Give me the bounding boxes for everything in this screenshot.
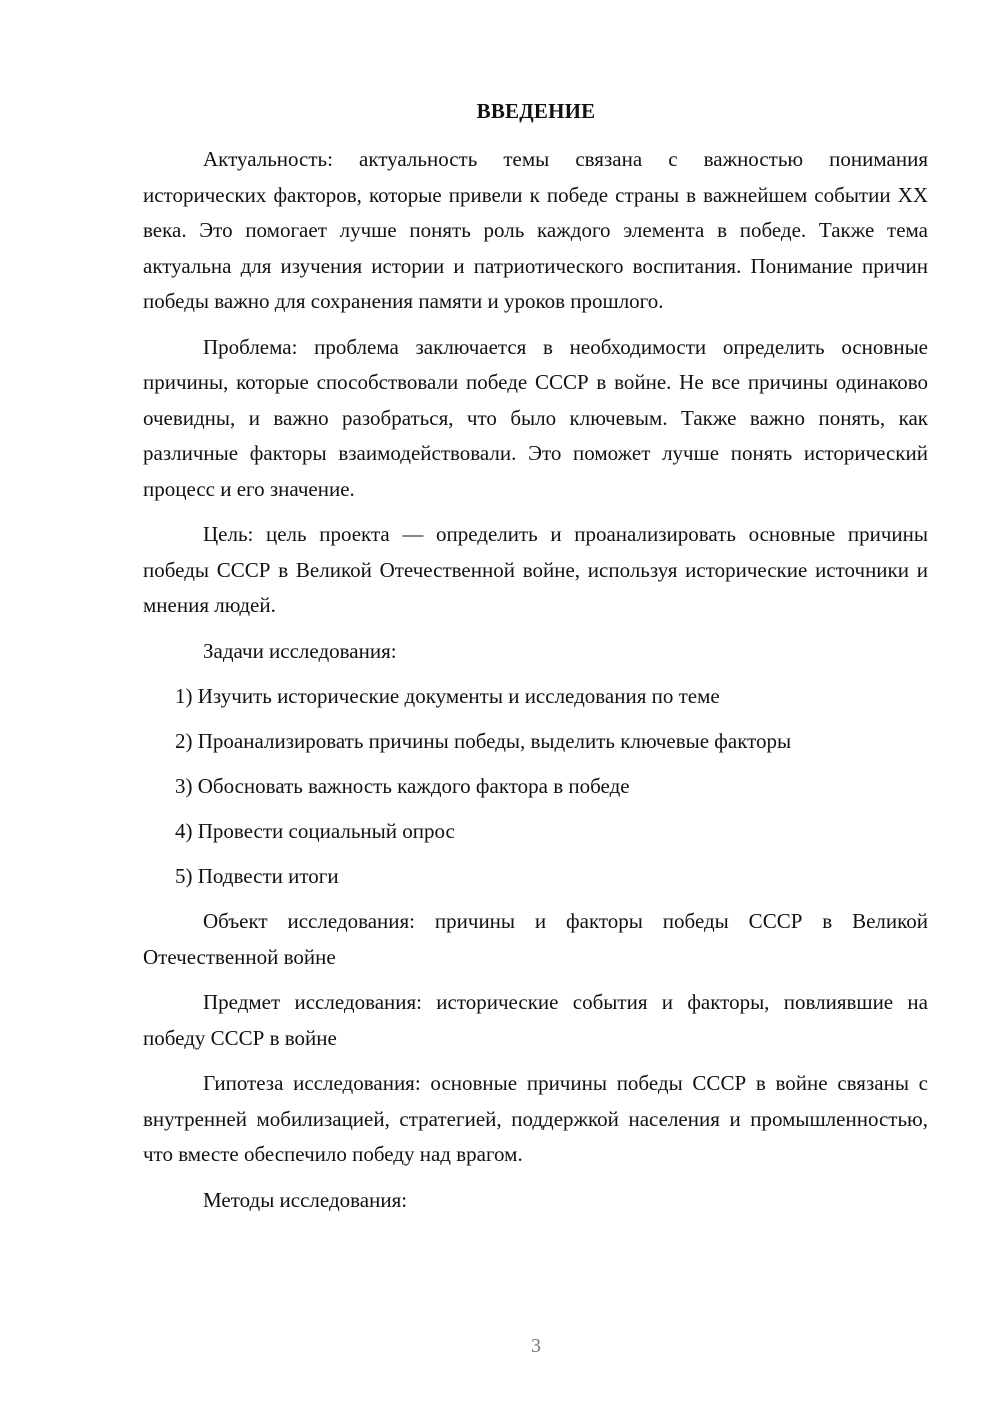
task-item: 3) Обосновать важность каждого фактора в победе [175, 774, 630, 798]
tasks-heading: Задачи исследования: [203, 638, 397, 663]
hypothesis-paragraph: Гипотеза исследования: основные причины победы СССР в войне связаны с внутренней мобилизацией, стратегией, поддержкой населения и промышленностью, что вместе обеспечило победу над врагом. [143, 1071, 928, 1166]
page-number: 3 [531, 1335, 541, 1357]
relevance-paragraph: Актуальность: актуальность темы связана с важностью понимания исторических факторов, которые привели к победе страны в важнейшем событии XX века. Это помогает лучше понять роль каждого элемента в победе. Также тема актуальна для изучения истории и патриотического воспитания. Понимание причин победы важно для сохранения памяти и уроков прошлого. [143, 147, 928, 313]
tasks-list [143, 679, 928, 895]
object-paragraph: Объект исследования: причины и факторы победы СССР в Великой Отечественной войне [143, 909, 928, 969]
goal-paragraph: Цель: цель проекта — определить и проанализировать основные причины победы СССР в Великой Отечественной войне, используя исторические источники и мнения людей. [143, 522, 928, 617]
problem-paragraph: Проблема: проблема заключается в необходимости определить основные причины, которые способствовали победе СССР в войне. Не все причины одинаково очевидны, и важно разобраться, что было ключевым. Также важно понять, как различные факторы взаимодействовали. Это поможет лучше понять исторический процесс и его значение. [143, 334, 928, 501]
methods-heading: Методы исследования: [203, 1187, 408, 1212]
task-item: 5) Подвести итоги [175, 864, 339, 888]
section-title: ВВЕДЕНИЕ [476, 99, 596, 123]
task-item: 2) Проанализировать причины победы, выделить ключевые факторы [175, 729, 792, 753]
task-item: 1) Изучить исторические документы и исследования по теме [175, 684, 720, 708]
task-item: 4) Провести социальный опрос [175, 819, 455, 843]
subject-paragraph: Предмет исследования: исторические события и факторы, повлиявшие на победу СССР в войне [143, 990, 928, 1050]
page-content [143, 142, 928, 1228]
